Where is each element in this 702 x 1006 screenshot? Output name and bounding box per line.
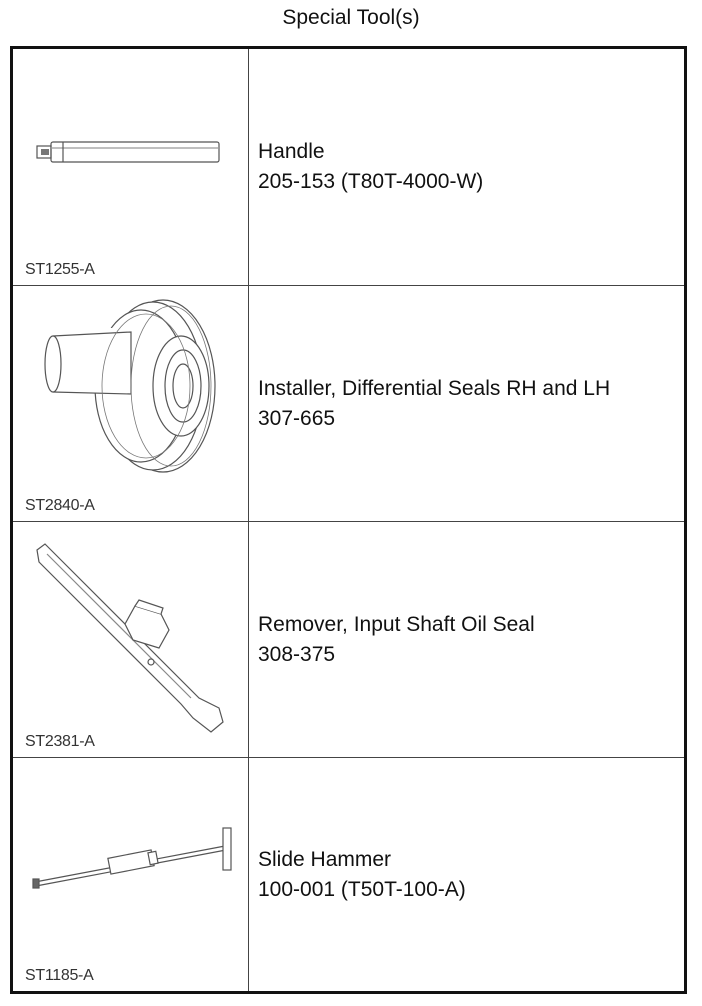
page-title: Special Tool(s)	[282, 6, 420, 29]
tool-description-cell	[249, 522, 684, 757]
tool-number: 205-153 (T80T-4000-W)	[258, 170, 484, 193]
tool-code: ST2381-A	[25, 733, 95, 750]
table-row	[13, 757, 684, 991]
tool-name: Installer, Differential Seals RH and LH	[258, 376, 611, 400]
special-tools-table	[10, 46, 687, 994]
tool-name: Slide Hammer	[258, 847, 392, 871]
remover-tool-illustration	[13, 522, 249, 758]
table-row	[13, 285, 684, 521]
handle-tool-illustration	[13, 49, 249, 285]
tool-name: Handle	[258, 140, 325, 163]
tool-image-cell	[13, 286, 249, 521]
tool-number: 100-001 (T50T-100-A)	[258, 877, 466, 901]
tool-image-cell	[13, 49, 249, 285]
tool-description-cell	[249, 49, 684, 285]
tool-description-cell	[249, 758, 684, 991]
table-row	[13, 49, 684, 285]
tool-number: 308-375	[258, 642, 336, 666]
tool-code: ST2840-A	[25, 497, 95, 514]
tool-image-cell	[13, 758, 249, 991]
slide-hammer-tool-illustration	[13, 758, 249, 992]
installer-tool-illustration	[13, 286, 249, 522]
tool-image-cell	[13, 522, 249, 757]
table-row	[13, 521, 684, 757]
tool-code: ST1185-A	[25, 967, 94, 984]
tool-code: ST1255-A	[25, 261, 95, 278]
tool-name: Remover, Input Shaft Oil Seal	[258, 612, 535, 636]
tool-number: 307-665	[258, 406, 336, 430]
tool-description-cell	[249, 286, 684, 521]
